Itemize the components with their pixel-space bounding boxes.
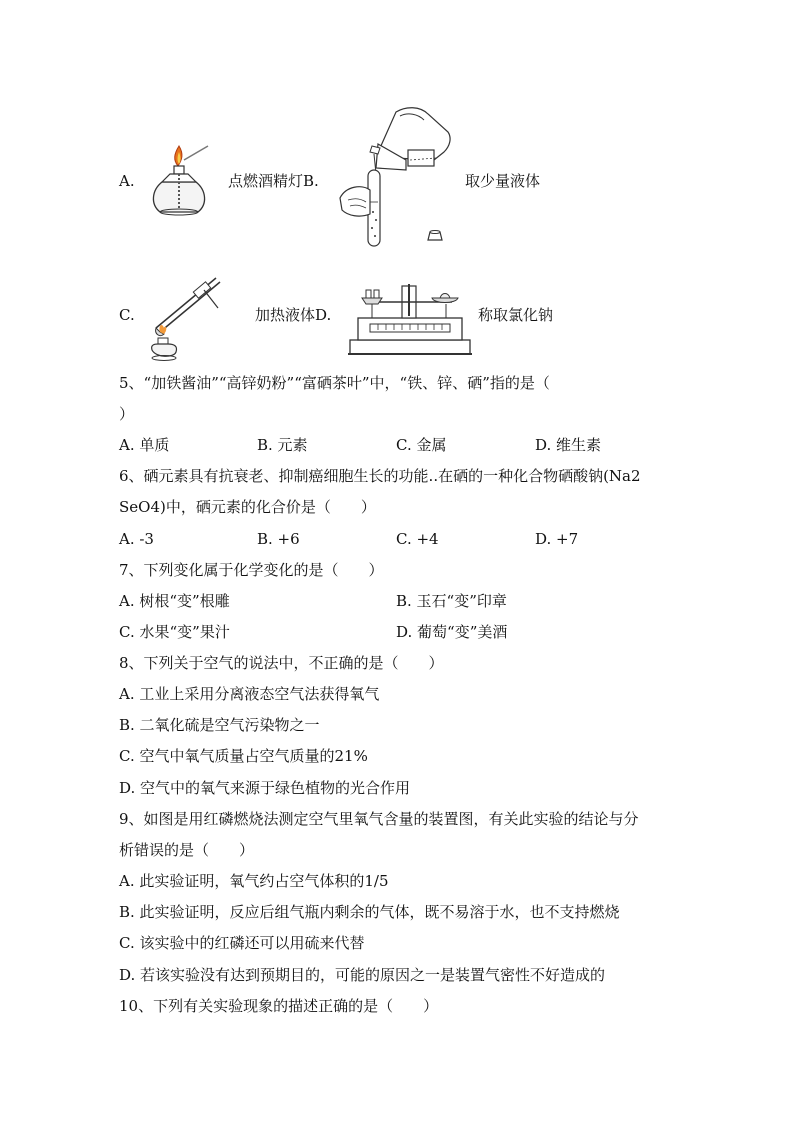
- q6-stem-line1: 6、硒元素具有抗衰老、抑制癌细胞生长的功能..在硒的一种化合物硒酸钠(Na2: [119, 467, 641, 485]
- option-d-caption: 称取氯化钠: [478, 306, 554, 324]
- option-c-caption: 加热液体D.: [255, 306, 332, 324]
- q7-option-b: B. 玉石“变”印章: [396, 592, 507, 610]
- q7-option-d: D. 葡萄“变”美酒: [396, 623, 508, 641]
- q8-stem: 8、下列关于空气的说法中，不正确的是（ ）: [119, 654, 444, 672]
- q8-option-d: D. 空气中的氧气来源于绿色植物的光合作用: [119, 779, 411, 797]
- q9-stem-line2: 析错误的是（ ）: [119, 841, 255, 859]
- option-c-letter: C.: [119, 306, 135, 324]
- option-a-caption: 点燃酒精灯B.: [228, 172, 319, 190]
- pour-liquid-figure: [336, 102, 460, 250]
- q6-stem-line2: SeO4)中，硒元素的化合价是（ ）: [119, 498, 376, 516]
- q9-option-a: A. 此实验证明，氧气约占空气体积的1/5: [119, 872, 389, 890]
- q6-option-a: A. -3: [119, 530, 154, 548]
- heat-liquid-figure: [146, 272, 226, 364]
- q5-option-c: C. 金属: [396, 436, 447, 454]
- option-b-caption: 取少量液体: [465, 172, 541, 190]
- alcohol-lamp-lighting-figure: [146, 138, 216, 220]
- q6-option-d: D. +7: [535, 530, 579, 548]
- q8-option-b: B. 二氧化硫是空气污染物之一: [119, 716, 320, 734]
- q6-option-b: B. +6: [257, 530, 300, 548]
- q7-option-c: C. 水果“变”果汁: [119, 623, 230, 641]
- q8-option-c: C. 空气中氧气质量占空气质量的21%: [119, 747, 368, 765]
- q10-stem: 10、下列有关实验现象的描述正确的是（ ）: [119, 997, 439, 1015]
- q6-option-c: C. +4: [396, 530, 439, 548]
- q9-stem-line1: 9、如图是用红磷燃烧法测定空气里氧气含量的装置图，有关此实验的结论与分: [119, 810, 639, 828]
- q9-option-c: C. 该实验中的红磷还可以用硫来代替: [119, 934, 365, 952]
- option-a-letter: A.: [119, 172, 135, 190]
- q8-option-a: A. 工业上采用分离液态空气法获得氧气: [119, 685, 380, 703]
- q7-option-a: A. 树根“变”根雕: [119, 592, 230, 610]
- q5-option-a: A. 单质: [119, 436, 170, 454]
- q5-stem-line2: ）: [119, 405, 135, 423]
- q5-stem-line1: 5、“加铁酱油”“高锌奶粉”“富硒茶叶”中，“铁、锌、硒”指的是（: [119, 374, 550, 392]
- q7-stem: 7、下列变化属于化学变化的是（ ）: [119, 561, 384, 579]
- q5-option-d: D. 维生素: [535, 436, 602, 454]
- q5-option-b: B. 元素: [257, 436, 308, 454]
- q9-option-b: B. 此实验证明，反应后组气瓶内剩余的气体，既不易溶于水，也不支持燃烧: [119, 903, 620, 921]
- balance-scale-figure: [348, 280, 472, 356]
- q9-option-d: D. 若该实验没有达到预期目的，可能的原因之一是装置气密性不好造成的: [119, 966, 606, 984]
